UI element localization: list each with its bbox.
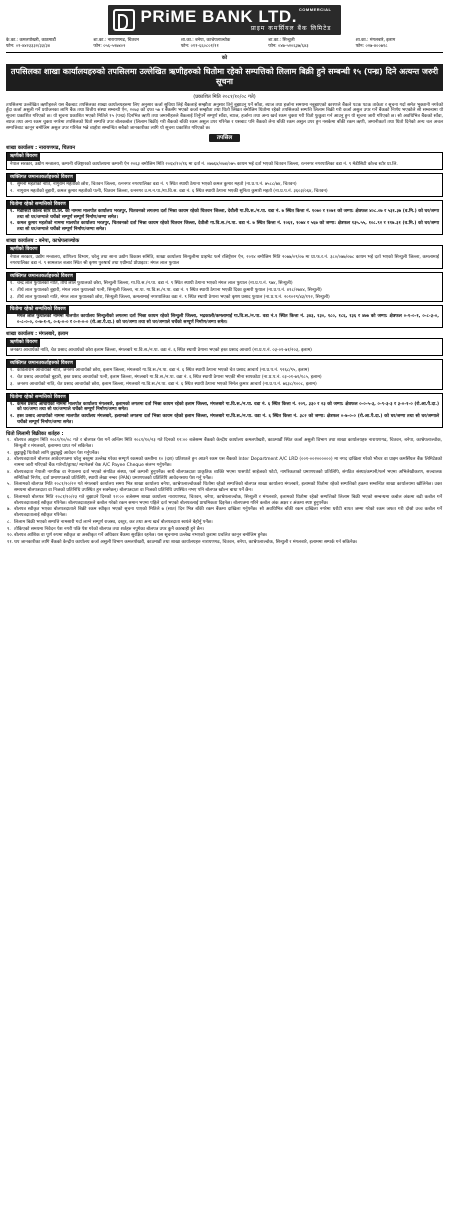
guarantor-text: सुमनी महतोको नाति, नागुराम महतोको छोरा, चितवन जिल्ला, रत्ननगर नगरपालिका वडा नं. ९ स्थित स्थायी ठेगाना भएको कमल कुमार महतो (ना.प्र.प.नं. ७५८८/७४, चितवन) [17,182,297,188]
guarantor-item [7,189,442,196]
term-number: ११. [7,540,14,546]
guarantor-title: व्यक्तिगत जमानतकर्ताहरुको विवरण [7,174,76,182]
collateral-item [7,221,442,234]
collateral-box [6,393,443,428]
bank-name: PRiME BANK LTD. $^{COMMERCIAL}$ [140,6,332,26]
collateral-title: धितोमा रहेको सम्पत्तिको विवरण [7,306,69,314]
collateral-title: धितोमा रहेको सम्पत्तिको विवरण [7,394,69,402]
guarantor-number: १. [10,368,14,374]
bank-name-nepali: प्राइम कमर्सियल बैंक लिमिटेड [250,24,332,32]
collateral-item [7,414,442,427]
ko-label: को [221,55,228,62]
guarantor-text: चन्द्र लाल फुयालको नाति, तीर्थ लाल फुयालको छोरा, सिन्धुली जिल्ला, गा.वि.स./न.पा. वडा नं. ९ स्थित स्थायी ठेगाना भएको मंगल लाल फुयाल (ना.प्र.प.नं. ९७४, सिन्धुली) [17,281,293,287]
guarantor-item [7,382,442,389]
guarantor-item [7,375,442,382]
guarantor-box [6,272,443,302]
borrower-title: ऋणीको विवरण [7,339,40,347]
branch-name: शाखा कार्यालय : बनेपा, काभ्रेपलाञ्चोक [6,237,80,244]
bank-name-sup: COMMERCIAL [298,6,332,12]
collateral-box [6,305,443,328]
borrower-title: ऋणीको विवरण [7,153,40,161]
borrower-box [6,152,443,170]
collateral-item [7,402,442,415]
branch-sections [6,145,443,428]
borrower-details: नेपाल सरकार, उद्योग मन्त्रालय, वाणिज्य विभाग, घरेलु तथा साना उद्योग विकास समिति, शाखा कार्यालय सिन्धुलीमा प्राइभेट फर्म रजिष्ट्रेशन ऐन, २०१४ बमोजिम मिति २०७७/०९/०७ मा प्रा.फ.र.नं. ३८०/०७७/०७८ कायम भई दर्ता भएको सिन्धुली जिल्ला, कमलामाई नगरपालिका वडा नं. ९ सामलाल बजार स्थित श्री कृष्ण पुरुषार्थ तथा एग्रीमार्ट प्रोप्राइटर: मंगल लाल फुयाल [10,255,439,267]
collateral-item [7,314,442,327]
branch-contact-phone: फोन: ०२७-४००७१८ [355,43,388,49]
notice-headline: तपसिलका शाखा कार्यालयहरुको तपसिलमा उल्लेखित ऋणीहरुको धितोमा रहेको सम्पत्तिको लिलाम बिक्री हुने सम्बन्धी १५ (पन्ध्र) दिने अत्यन्त जरुरी सूचना [6,64,443,92]
term-text: तोकिएको समयमा निवेदन पेश नगरी पछि पेश गरेको बोलपत्र तथा शर्तहरु नपुगेका बोलपत्र उपर कुनै कारबाही हुने छैन। [14,526,205,532]
guarantor-number: २. [10,375,14,381]
borrower-title: ऋणीको विवरण [7,246,40,254]
term-text: लिलामको बोलपत्र मिति २०८१/१०/२३ गते बुझाउने दिनको १२:०० बजेसम्म शाखा कार्यालय नारायणगढ, चितवन, बनेपा, काभ्रेपलाञ्चोक, सिन्धुली र मंगलबारे, इलामको धितोमा रहेको सम्पत्तिको लिलाम बिक्री भएको सम्बन्धमा कबोल अंकमा बढी कबोल गर्ने बोलपत्रदातालाई स्वीकृत गरिनेछ। बोलपत्रदाताहरुले कबोल गरेको रकम समान भएमा पहिले दर्ता भएको बोलपत्रलाई प्राथमिकता दिइनेछ। बोलपत्रमा गरिने कबोल अंक अक्षर र अंकमा स्पष्ट हुनुपर्नेछ। [14,494,442,506]
terms-title: धितो लिलामी बिक्रीका शर्तहरु : [6,430,64,437]
guarantor-text: तीर्थ लाल फुयालको बुहारी, मंगल लाल फुयालको पत्नी, सिन्धुली जिल्ला, ना.पा. गा.वि.स./न.पा. वडा नं. ९ स्थित स्थायी ठेगाना भएकी दिका कुमारी फुयाल (ना.प्र.प.नं. ४१८/२७४४, सिन्धुली) [17,287,322,293]
collateral-number: २. [10,221,15,227]
guarantor-number: २. [10,287,14,293]
collateral-text: मंगल लाल फुयालको नाममा मालपोत कार्यालय सिन्धुलीको लगतमा दर्ता भिस्रा कायम रहेको सिन्धुली जिल्ला, भद्रकाली/कमलामाई गा.वि.स./न.पा. वडा नं.१ स्थित कित्ता नं. ३४३, १३०, १८०, १८६, १३६ र ४७७ को जग्गा: क्षेत्रफल ०-१-०-१, ०-८-३-०, ०-८-०-०, ०-७-१-१, ०-६-०-० र ०-२-०-० (रो.आ.पै.दा.) को घर/जग्गा तथा सो घर/जग्गाले चर्चेको सम्पूर्ण निर्माण/जग्गा समेत। [17,314,439,326]
term-text: थप जानकारीका लागि बैंकको केन्द्रीय कार्यालय कर्जा असुली विभाग कमलपोखरी, काठमाडौं तथा शाखा कार्यालयहरु नारायणगढ, चितवन, बनेपा, काभ्रेपलाञ्चोक, सिन्धुली र मंगलबारे, इलाममा सम्पर्क गर्न सकिनेछ। [14,540,358,546]
collateral-title: धितोमा रहेको सम्पत्तिको विवरण [7,201,69,209]
bank-logo [108,5,342,35]
term-text: लिलामको बोलपत्र मिति २०८१/१०/२२ गते मंगलबारे कार्यालय समय भित्र शाखा कार्यालय बनेपा, काभ्रेपलाञ्चोकको धितोमा रहेको सम्पत्तिको बोलपत्र शाखा कार्यालय मंगलबारे, इलामको धितोमा रहेको सम्पत्तिको हकमा सम्बन्धित शाखा कार्यालयमा खोलिनेछ। उक्त समयमा बोलपत्रदाता वा निजको प्रतिनिधि उपस्थित हुन सक्नेछन्। बोलपत्रदाता वा निजको प्रतिनिधि उपस्थित नभए पनि बोलपत्र खोल्न बाधा पर्ने छैन। [14,482,442,494]
branch-contact-name: शा.का.: नारायणगढ, चितवन [93,38,139,43]
term-item [6,540,443,547]
collateral-text: हस्त प्रसाद आचार्यको नाममा मालपोत कार्यालय मंगलबारे, इलामको लगतमा दर्ता भिस्रा कायम रहेको इलाम जिल्ला, मंगलबारे गा.वि.स./न.पा. वडा नं. ६ स्थित कित्ता नं. ३८२ को जग्गा: क्षेत्रफल ०-७-०-० (रो.आ.पै.दा.) को घर/जग्गा तथा सो घर/जग्गाले चर्चेको सम्पूर्ण निर्माण/जग्गा समेत। [17,414,439,425]
term-item [6,482,443,495]
collateral-text: कमल प्रसाद आचार्यको नाममा मालपोत कार्यालय मंगलबारे, इलामको लगतमा दर्ता भिस्रा कायम रहेको इलाम जिल्ला, मंगलबारे गा.वि.स./न.पा. वडा नं. ६ स्थित कित्ता नं. २०९, ३३० र २३ को जग्गा: क्षेत्रफल ०-०-५-३, ०-९-३-३ र ३-०-१-० (रो.आ.पै.दा.) को घर/जग्गा तथा सो घर/जग्गाले चर्चेको सम्पूर्ण निर्माण/जग्गा समेत। [17,401,439,413]
term-item [6,507,443,520]
borrower-details: जनकप आचार्यको नाति, चेत प्रसाद आचार्यको छोरा इलाम जिल्ला, मंगलबारे गा.वि.स./न.पा. वडा नं. ६ स्थित स्थायी ठेगाना भएको हस्त प्रसाद आचार्य (ना.प्र.प.नं. ०३-०१-७१/२०३, इलाम) [10,348,312,354]
branch-contact-phone: फोन: ०१-४४२३३३२/३३/३४ [6,43,51,49]
branch-contact [93,38,180,49]
term-number: १. [7,438,11,444]
guarantor-item [7,288,442,295]
collateral-number [10,314,17,326]
borrower-details: नेपाल सरकार, उद्योग मन्त्रालय, कम्पनी रजिष्ट्रारको कार्यालयमा कम्पनी ऐन २०६३ बमोजिम मिति २०६४/१०/१६ मा दर्ता नं. ०७७६४/०७४/०७५ कायम भई दर्ता भएको चितवन जिल्ला, रत्ननगर नगरपालिका वडा नं. ९ मेडीसिटी कोल्ड स्टोर प्रा.लि. [10,162,398,168]
bank-logo-icon [113,9,135,31]
term-text: बोलपत्रदाता नेपाली नागरिक वा नेपालमा दर्ता भएको संगठित संस्था, फर्म कम्पनी हुनुपर्नेछ। साथै बोलपत्रदाता प्राकृतिक व्यक्ति भएमा पासपोर्ट साईजको फोटो, नागरिकताको प्रमाणपत्रको प्रतिलिपि, संगठित संस्था/कम्पनी/फर्म भएमा अभिलेखीकरण, सञ्चालक समितिको निर्णय, दर्ता प्रमाणपत्रको प्रतिलिपि, स्थायी लेखा नम्बर (PAN) प्रमाणपत्रको प्रतिलिपि आवेदनसाथ पेश गर्नु पर्नेछ। [14,469,442,481]
term-number: ७. [7,507,11,513]
guarantor-text: कविलाराम आचार्यको नाति, जनरुप आचार्यको छोरा, इलाम जिल्ला, मंगलबारे गा.वि.स./न.पा. वडा नं. ६ स्थित स्थायी ठेगाना भएको चेत प्रसाद आचार्य (ना.प्र.प.नं. ९२६८/९५, इलाम) [17,368,310,374]
branch-contact [356,38,443,49]
guarantor-box [6,359,443,389]
term-text: बोलपत्र स्वीकृत भएका बोलपत्रदाताले बिक्री रकम स्वीकृत भएको सूचना पाएको मितिले ७ (सात) दिन भित्र बाँकी रकम बैंकमा दाखिला गर्नुपर्नेछ। सो अवधिभित्र बाँकी रकम दाखिला नगरेमा धरौटी बापत जम्मा गरेको रकम जफत गरी दोस्रो उच्च कबोल गर्ने बोलपत्रदातालाई स्वीकृत गरिनेछ। [14,507,442,519]
guarantor-text: चेत प्रसाद आचार्यको बुहारी, हस्त प्रसाद आचार्यको पत्नी, इलाम जिल्ला, मंगलबारे गा.वि.स./न.पा. वडा नं. ६ स्थित स्थायी ठेगाना भएकी मीना सापकोटा (ना.प्र.प.नं. ०३-०१-७१/१८५, इलाम) [17,375,322,381]
guarantor-number: ३. [10,294,14,300]
publication-date: (प्रकाशित मिति २०८१/१०/०८ गते) [193,94,256,101]
collateral-box [6,200,443,235]
term-number: ९. [7,526,11,532]
guarantor-number: ३. [10,381,14,387]
branch-contact [268,38,355,49]
branch-contacts [6,38,443,49]
divider [6,52,443,53]
branch-contact-name: शा.का.: बनेपा, काभ्रेपलाञ्चोक [180,38,231,43]
collateral-number: १. [10,401,15,407]
guarantor-number: १. [10,182,14,188]
intro-paragraph: तपसिलमा उल्लेखित ऋणीहरुले यस बैंकबाट तपसिलका शाखा कार्यालयहरुमा लिए अनुसार कर्जा सुविधा लिई बैंकलाई सम्झौता अनुसार तिर्नु बुझाउनु पर्ने साँवा, ब्याज तथा हर्जाना समयमा नबुझाएको कारणले बैंकले पटक पटक ताकेता र सूचना गर्दा समेत भुक्तानी नगरेको हुँदा कर्जा असुली गर्ने प्रयोजनका लागि बैंक तथा वित्तीय संस्था सम्बन्धी ऐन, २०७३ को दफा ५७ र बैंकसँग भएको कर्जा सम्झौता तथा धितो लिखत बमोजिम धितोमा रहेको तपसिलको सम्पत्ति लिलाम बिक्री गरी कर्जा असुल उपर गर्ने बैंकको निर्णय भएकोले सो सम्बन्धमा यो सूचना प्रकाशित गरिएको छ। यो सूचना प्रकाशित भएको मितिले १५ (पन्ध्र) दिनभित्र ऋणी तथा जमानीहरुले बैंकलाई तिर्नुपर्ने सम्पूर्ण साँवा, ब्याज, हर्जाना तथा अन्य खर्च रकम चुक्ता गरी धितो फुकुवा गर्न आउनु हुन यो सूचना जारी गरिएको छ। सो अवधिभित्र बैंकको साँवा, ब्याज तथा अन्य रकम चुक्ता नगरेमा तपसिलको धितो सम्पत्ति उपर बोलकबोल (लिलाम बिक्री) गरी बैंकको बाँकी रकम असुल उपर गरिनेछ र यसबाट पनि बैंकको लेना बाँकी रकम असुल उपर हुन नसकेमा बाँकी रकम ऋणी, जमानीकर्ता तथा धितो दिनेको अन्य चल अचल सम्पत्तिबाट कानून बमोजिम असुल उपर गरिनेछ भन्ने व्यहोरा सम्बन्धित सबैको जानकारीका लागि यो सूचना प्रकाशित गरिएको छ। [6,102,443,131]
guarantor-title: व्यक्तिगत जमानतकर्ताहरुको विवरण [7,273,76,281]
term-item [6,520,443,527]
collateral-text: मेडीसिटी कोल्ड स्टोर प्रा.लि. को नाममा मालपोत कार्यालय भरतपुर, चितवनको लगतमा दर्ता भिस्रा कायम रहेको चितवन जिल्ला, देवौली गा.वि.स./न.पा. वडा नं. ७ स्थित कित्ता नं. १०७० र १०७१ को जग्गा: क्षेत्रफल ४०८.०७ र ५३१.३७ (व.मि.) को घर/जग्गा तथा सो घर/जग्गाले चर्चेको सम्पूर्ण सम्पूर्ण निर्माण/जग्गा समेत। [17,208,439,220]
guarantor-title: व्यक्तिगत जमानतकर्ताहरुको विवरण [7,360,76,368]
branch-name: शाखा कार्यालय : नारायणगढ, चितवन [6,144,75,151]
term-item [6,495,443,508]
term-text: बोलपत्र आह्वान मिति २०८१/१०/०८ गते र बोलपत्र पेश गर्ने अन्तिम मिति २०८१/१०/२३ गते दिनको १२:०० बजेसम्म बैंकको केन्द्रीय कार्यालय कमलपोखरी, काठमाडौं स्थित कर्जा असुली विभाग तथा शाखा कार्यालयहरु नारायणगढ, चितवन, बनेपा, काभ्रेपलाञ्चोक, सिन्धुली र मंगलबारे, इलाममा प्राप्त गर्न सकिनेछ। [14,438,442,449]
collateral-text: कमल कुमार महतोको नाममा मालपोत कार्यालय भरतपुर, चितवनको दर्ता भिस्रा कायम रहेको चितवन जिल्ला, देवौली गा.वि.स./न.पा. वडा नं. ७ स्थित कित्ता नं. १०६१, १०७४ र ५६७ को जग्गा: क्षेत्रफल १३५.५५, १०८.९२ र ११७.३१ (व.मि.) को घर/जग्गा तथा सो घर/जग्गाले चर्चेको सम्पूर्ण निर्माण/जग्गा समेत। [17,221,439,233]
borrower-box [6,245,443,269]
term-number: २. [7,450,11,456]
guarantor-text: जनरुप आचार्यको नाति, चेत प्रसाद आचार्यको छोरा, इलाम जिल्ला, मंगलबारे गा.वि.स./न.पा. वडा नं. ६ स्थित स्थायी ठेगाना भएको निर्मल कुमार आचार्य (ना.प्र.प.नं. ७६३८/१००८, इलाम) [17,381,317,387]
collateral-item [7,209,442,222]
guarantor-item [7,295,442,302]
term-text: बोलपत्र आंशिक वा पूर्ण रुपमा स्वीकृत वा अस्वीकृत गर्ने अधिकार बैंकमा सुरक्षित रहनेछ। यस सूचनामा उल्लेख नभएको कुरामा प्रचलित कानून बमोजिम हुनेछ। [14,533,268,539]
schedule-label: तपसिल [209,134,240,142]
term-item [6,470,443,483]
term-number: ६. [7,494,11,500]
schedule-heading [6,135,443,142]
term-item [6,457,443,470]
guarantor-item [7,182,442,189]
branch-contact-phone: फोन: ०४७-५२०६३७/६४३ [268,43,309,49]
term-number: ५. [7,482,11,488]
terms-list [6,438,443,547]
branch-contact-name: के.का.: कमलपोखरी, काठमाडौं [6,38,56,43]
collateral-number: १. [10,208,15,214]
guarantor-text: नागुराम महतोको बुहारी, कमल कुमार महतोको पत्नी, चितवन जिल्ला, रत्ननगर उ.म.न.पा./गा.वि.स. वडा नं. ६ स्थित स्थायी ठेगाना भएकी सुनिता कुमारी महतो (ना.प्र.प.नं. ३६०३/०६४, चितवन) [17,189,328,195]
guarantor-box [6,173,443,197]
branch-contact [6,38,93,49]
guarantor-number: २. [10,189,14,195]
term-number: १०. [7,533,14,539]
collateral-number: २. [10,414,15,420]
term-number: ८. [7,519,11,525]
term-item [6,438,443,451]
logo-bar [6,5,443,35]
guarantor-number: १. [10,281,14,287]
branch-contact-name: शा.का.: सिन्धुली [268,38,295,43]
branch-name: शाखा कार्यालय : मंगलबारे, इलाम [6,330,69,337]
term-text: बोलपत्रदाताले बोलपत्र आवेदनपत्रमा घरेलु बस्तुमा उल्लेख गरेका सम्पूर्ण रकमको कम्तीमा १० (दश) प्रतिशतले हुन आउने रकम यस बैंकको Inter Department A/C LRD (००१-००२००००००) मा नगद दाखिला गरेको भौचर वा प्राइम कमर्सियल बैंक लिमिटेडको नाममा जारी गरिएको बैंक गारेन्टी/ड्राफ्ट/ म्यानेजर्स चेक A/C Payee Cheque संलग्न गर्नुपर्नेछ। [14,457,442,469]
guarantor-item [7,281,442,288]
branch-contact-name: शा.का.: मंगलबारे, इलाम [355,38,396,43]
term-number: ३. [7,457,11,463]
term-text: छुट्टाछुट्टै धितोको लागि छुट्टाछुट्टै आवेदन पेश गर्नुपर्नेछ। [14,450,100,456]
branch-contact-phone: फोन: ०५६-५२७४०२ [93,43,126,49]
term-number: ४. [7,469,11,475]
borrower-box [6,338,443,356]
branch-contact-phone: फोन: ०११-६६०८०१/११ [180,43,219,49]
term-text: लिलाम बिक्री भएको सम्पत्ति नामसारी गर्दा लाग्ने सम्पूर्ण राजस्व, दस्तुर, कर तथा अन्य खर्च बोलपत्रदाता स्वयंले बेहोर्नु पर्नेछ। [14,519,213,525]
branch-contact [181,38,268,49]
guarantor-text: तीर्थ लाल फुयालको नाति, मंगल लाल फुयालको छोरा, सिन्धुली जिल्ला, कमलामाई नगरपालिका वडा नं. ९ स्थित स्थायी ठेगाना भएको कृष्ण प्रसाद फुयाल (ना.प्र.प.नं. २०१०२९/४३/१९२, सिन्धुली) [17,294,330,300]
